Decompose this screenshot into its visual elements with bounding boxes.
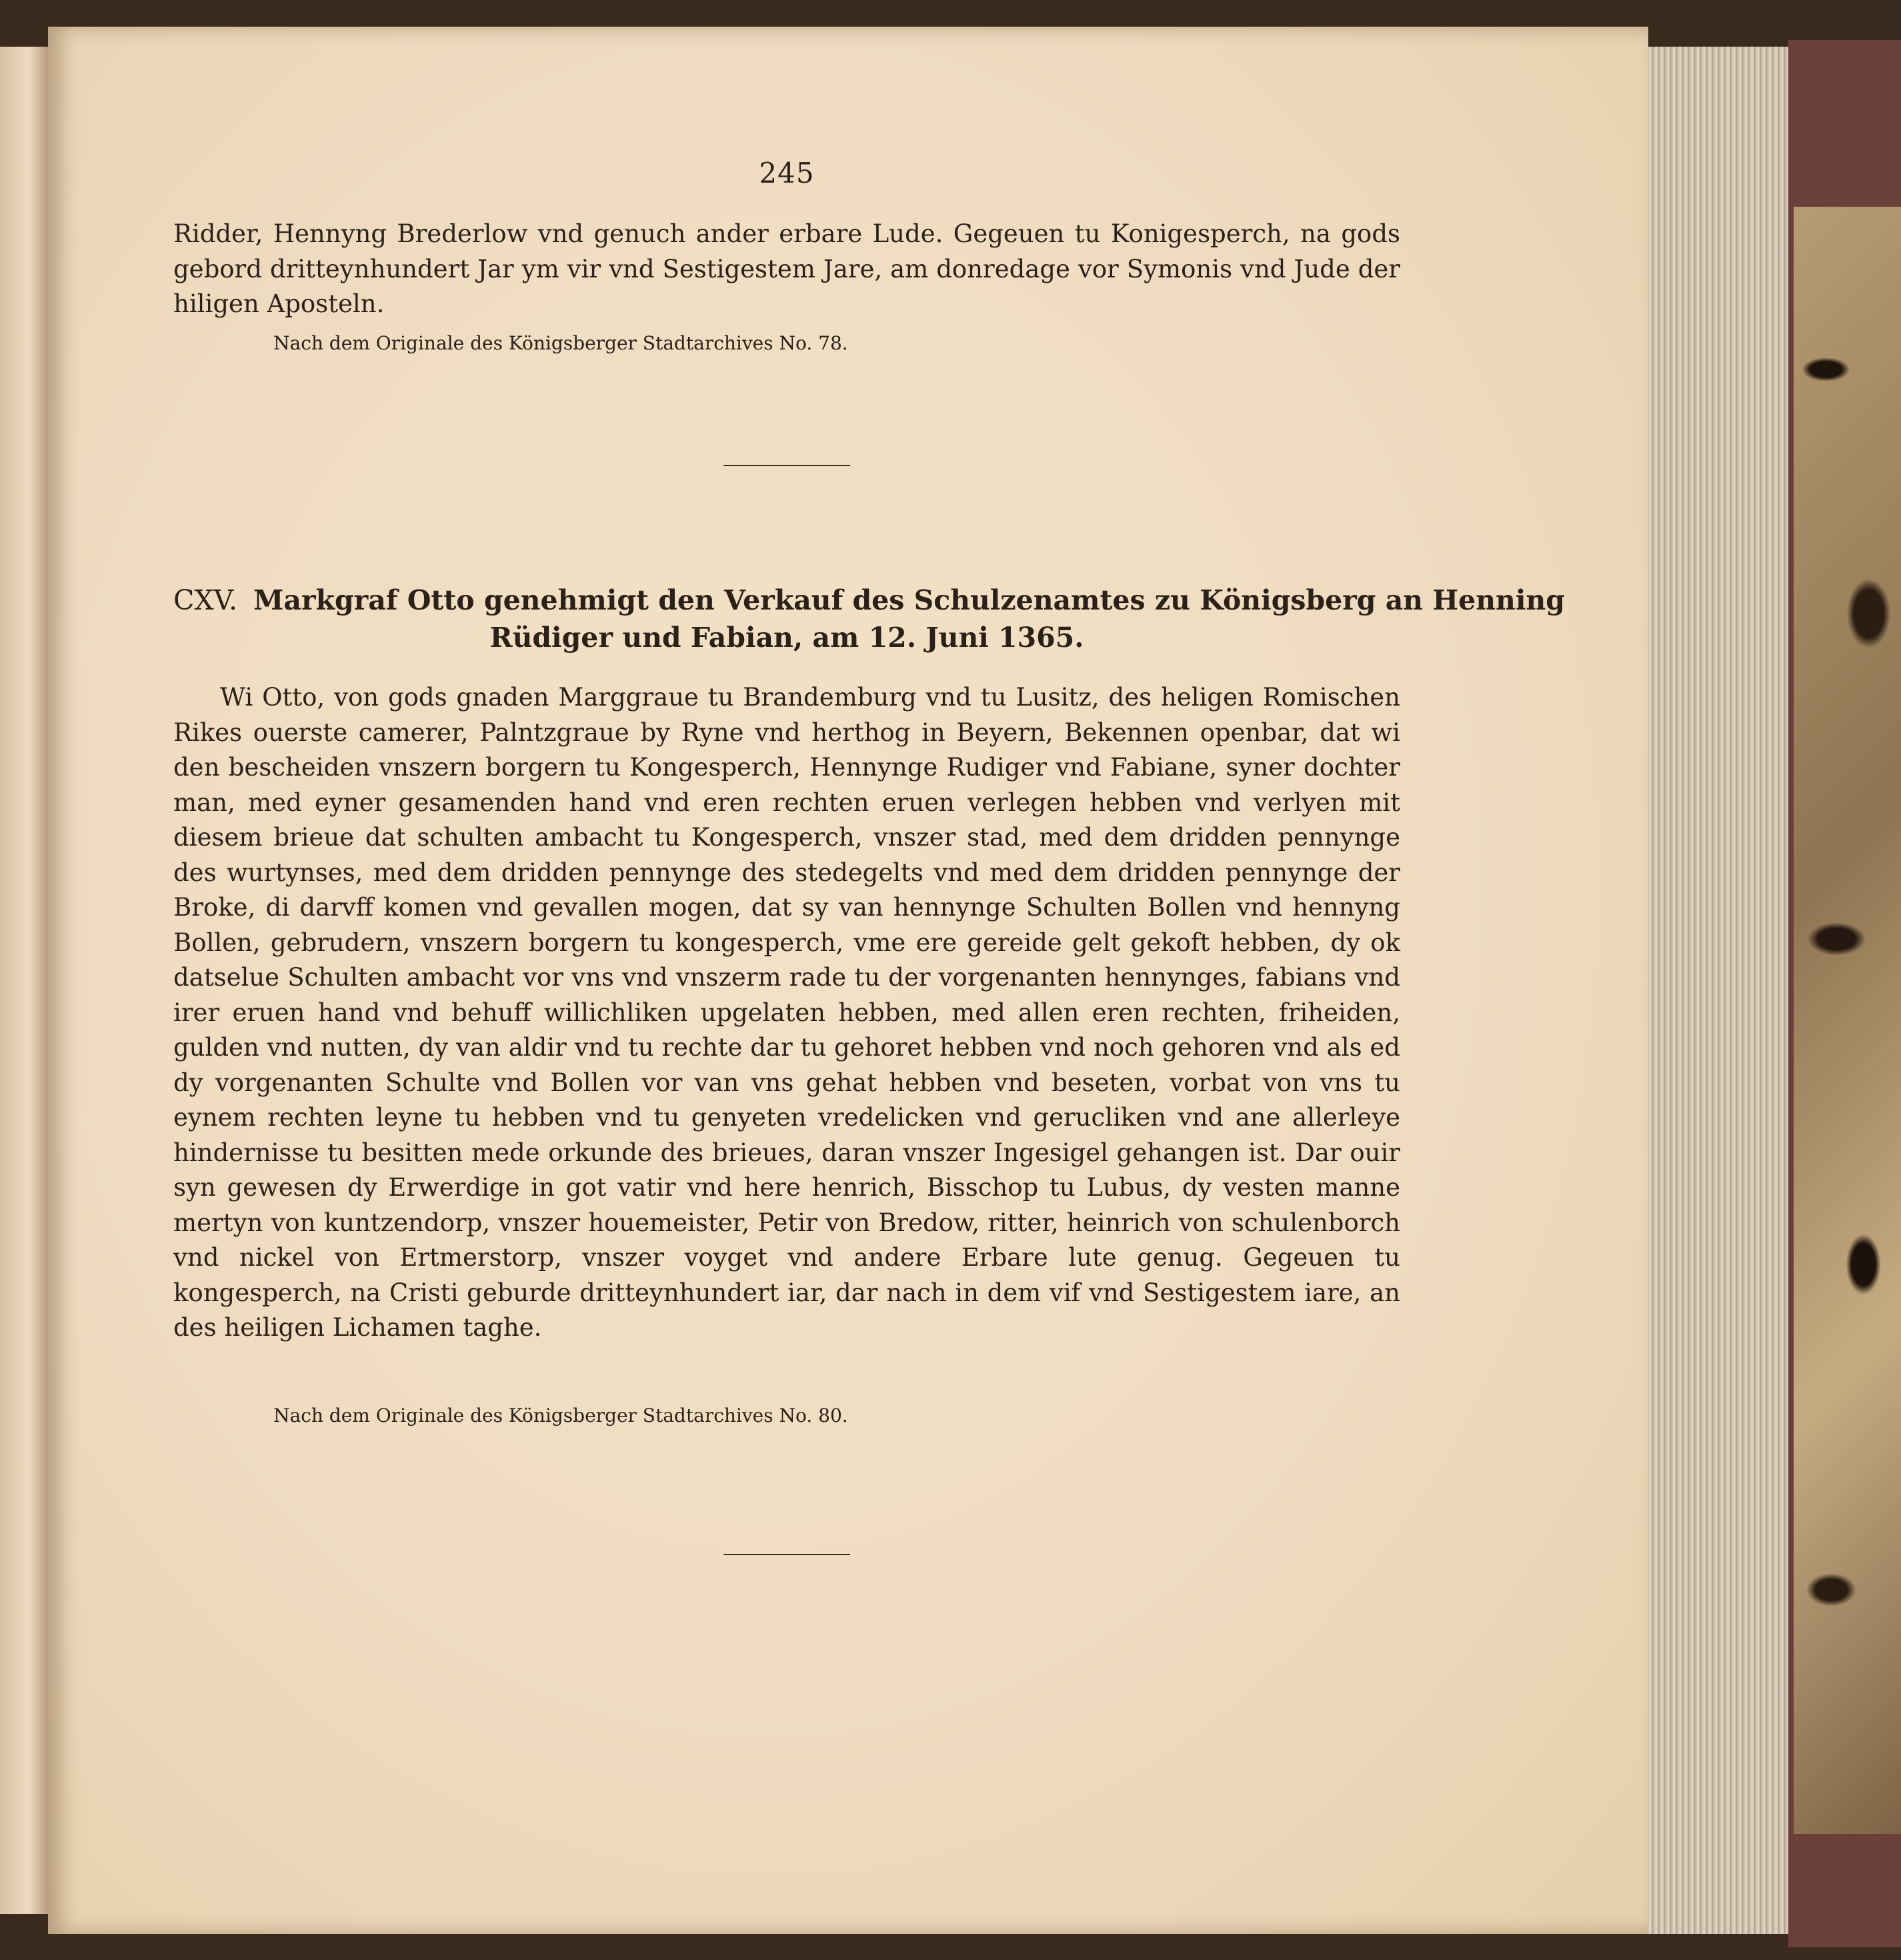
marbled-board [1794, 207, 1901, 1834]
source-note-80: Nach dem Originale des Königsberger Stadtarchives No. 80. [273, 1404, 848, 1426]
section-divider-bottom [723, 1554, 850, 1555]
page-content [173, 0, 1565, 1960]
charter-paragraph [173, 680, 1400, 1346]
page-number: 245 [759, 157, 815, 189]
section-divider-top [723, 465, 850, 466]
section-number: CXV. [173, 584, 238, 616]
heading-line-1 [173, 582, 1565, 619]
section-heading [173, 582, 1565, 656]
facing-page-edge [0, 47, 48, 1914]
continuation-paragraph [173, 217, 1400, 322]
page-block-edges [1648, 47, 1788, 1934]
charter-text: Wi Otto, von gods gnaden Marggraue tu Brandemburg vnd tu Lusitz, des heligen Romischen Rikes ouerste camerer, Palntzgraue by Ryne vnd herthog in Beyern, Bekennen openbar, dat wi den bescheiden vnszern borgern tu Kongesperch, Hennynge Rudiger vnd Fabiane, syner dochter man, med eyner gesamenden hand vnd eren rechten eruen verlegen hebben vnd verlyen mit diesem brieue dat schulten ambacht tu Kongesperch, vnszer stad, med dem dridden pennynge des wurtynses, med dem dridden pennynge des stedegelts vnd med dem dridden pennynge der Broke, di darvff komen vnd gevallen mogen, dat sy van hennynge Schulten Bollen vnd hennyng Bollen, gebrudern, vnszern borgern tu kongesperch, vme ere gereide gelt gekoft hebben, dy ok datselue Schulten ambacht vor vns vnd vnszerm rade tu der vorgenanten hennynges, fabians vnd irer eruen hand vnd behuff willichliken upgelaten hebben, med allen eren rechten, friheiden, gulden vnd nutten, dy van aldir vnd tu rechte dar tu gehoret hebben vnd noch gehoren vnd als ed dy vorgenanten Schulte vnd Bollen vor van vns gehat hebben vnd beseten, vorbat von vns tu eynem rechten leyne tu hebben vnd tu genyeten vredelicken vnd gerucliken vnd ane allerleye hindernisse tu besitten mede orkunde des brieues, daran vnszer Ingesigel gehangen ist. Dar ouir syn gewesen dy Erwerdige in got vatir vnd here henrich, Bisschop tu Lubus, dy vesten manne mertyn von kuntzendorp, vnszer houemeister, Petir von Bredow, ritter, heinrich von schulenborch vnd nickel von Ertmerstorp, vnszer voyget vnd andere Erbare lute genug. Gegeuen tu kongesperch, na Cristi geburde dritteynhundert iar, dar nach in dem vif vnd Sestigestem iare, an des heiligen Lichamen taghe. [173, 683, 1400, 1342]
section-title-line-1: Markgraf Otto genehmigt den Verkauf des Schulzenamtes zu Königsberg an Henning [253, 584, 1565, 616]
section-title-line-2: Rüdiger und Fabian, am 12. Juni 1365. [489, 622, 1084, 654]
continuation-text: Ridder, Hennyng Brederlow vnd genuch ander erbare Lude. Gegeuen tu Konigesperch, na gods gebord dritteynhundert Jar ym vir vnd Sestigestem Jare, am donredage vor Symonis vnd Jude der hiligen Aposteln. [173, 219, 1400, 318]
source-note-78: Nach dem Originale des Königsberger Stadtarchives No. 78. [273, 332, 848, 354]
